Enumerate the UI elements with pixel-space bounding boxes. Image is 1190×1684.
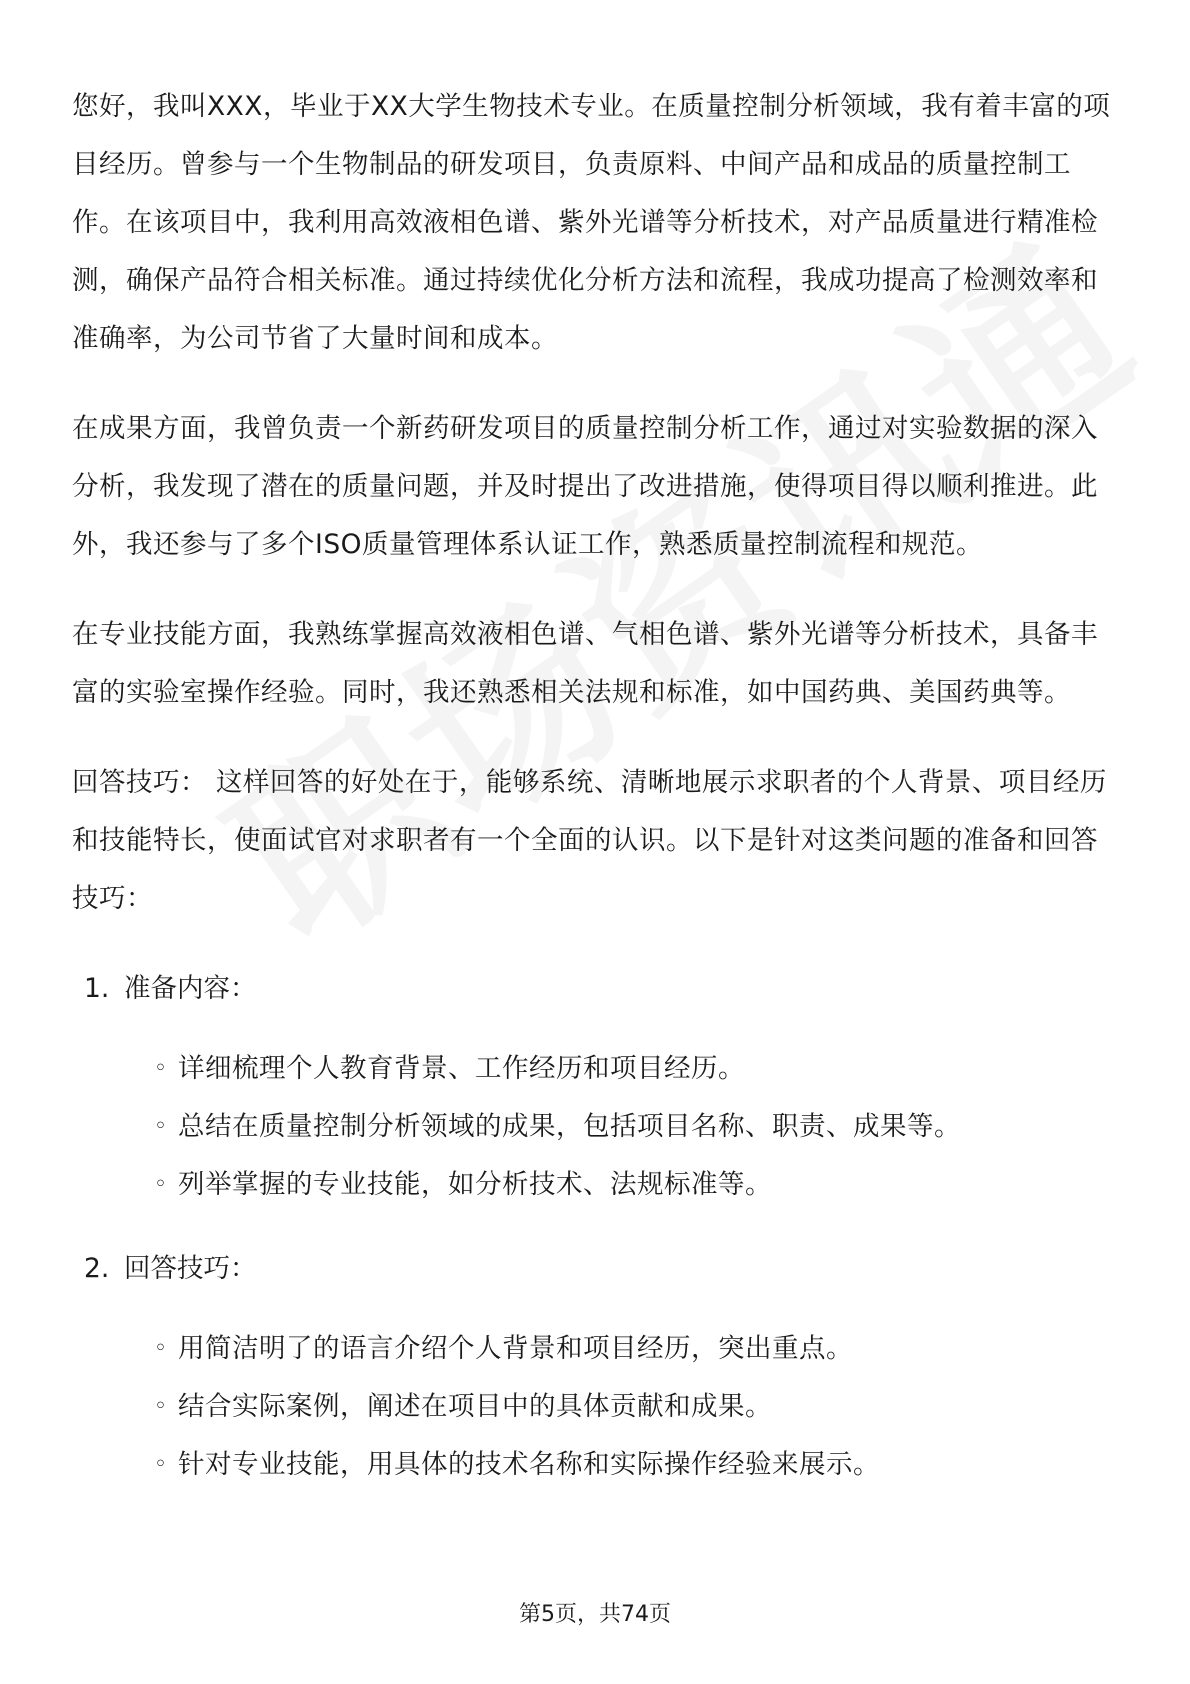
list-item: [152, 1098, 1118, 1156]
bullet-icon: ◦: [154, 1394, 168, 1419]
list-section-answer-tips: [72, 1240, 1118, 1494]
list-item-text: 结合实际案例，阐述在项目中的具体贡献和成果。: [178, 1391, 772, 1422]
bullet-list: [72, 1320, 1118, 1494]
list-item: [152, 1156, 1118, 1214]
paragraph-intro: 您好，我叫XXX，毕业于XX大学生物技术专业。在质量控制分析领域，我有着丰富的项目经历。曾参与一个生物制品的研发项目，负责原料、中间产品和成品的质量控制工作。在该项目中，我利用高效液相色谱、紫外光谱等分析技术，对产品质量进行精准检测，确保产品符合相关标准。通过持续优化分析方法和流程，我成功提高了检测效率和准确率，为公司节省了大量时间和成本。: [72, 91, 1111, 354]
list-item-text: 用简洁明了的语言介绍个人背景和项目经历，突出重点。: [178, 1333, 853, 1364]
paragraph-skills: 在专业技能方面，我熟练掌握高效液相色谱、气相色谱、紫外光谱等分析技术，具备丰富的实验室操作经验。同时，我还熟悉相关法规和标准，如中国药典、美国药典等。: [72, 619, 1098, 708]
section-number: 2.: [84, 1253, 110, 1284]
bullet-list: [72, 1040, 1118, 1214]
list-item: [152, 1040, 1118, 1098]
paragraph-answer-tips: 回答技巧： 这样回答的好处在于，能够系统、清晰地展示求职者的个人背景、项目经历和技能特长，使面试官对求职者有一个全面的认识。以下是针对这类问题的准备和回答技巧：: [72, 767, 1107, 914]
section-title: 准备内容：: [124, 973, 257, 1004]
list-item-text: 针对专业技能，用具体的技术名称和实际操作经验来展示。: [178, 1449, 880, 1480]
list-item-text: 详细梳理个人教育背景、工作经历和项目经历。: [178, 1053, 745, 1084]
page-number: 第5页，共74页: [519, 1602, 671, 1627]
list-section-preparation: [72, 960, 1118, 1214]
paragraph-achievements: 在成果方面，我曾负责一个新药研发项目的质量控制分析工作，通过对实验数据的深入分析，我发现了潜在的质量问题，并及时提出了改进措施，使得项目得以顺利推进。此外，我还参与了多个ISO质量管理体系认证工作，熟悉质量控制流程和规范。: [72, 413, 1098, 560]
numbered-list: [72, 960, 1118, 1494]
section-title: 回答技巧：: [124, 1253, 257, 1284]
list-item: [152, 1378, 1118, 1436]
bullet-icon: ◦: [154, 1114, 168, 1139]
section-heading: [72, 1240, 1118, 1298]
bullet-icon: ◦: [154, 1452, 168, 1477]
section-heading: [72, 960, 1118, 1018]
document-body: [72, 78, 1118, 1520]
list-item: [152, 1436, 1118, 1494]
bullet-icon: ◦: [154, 1056, 168, 1081]
list-item-text: 列举掌握的专业技能，如分析技术、法规标准等。: [178, 1169, 772, 1200]
list-item-text: 总结在质量控制分析领域的成果，包括项目名称、职责、成果等。: [178, 1111, 961, 1142]
list-item: [152, 1320, 1118, 1378]
bullet-icon: ◦: [154, 1336, 168, 1361]
section-number: 1.: [84, 973, 110, 1004]
bullet-icon: ◦: [154, 1172, 168, 1197]
